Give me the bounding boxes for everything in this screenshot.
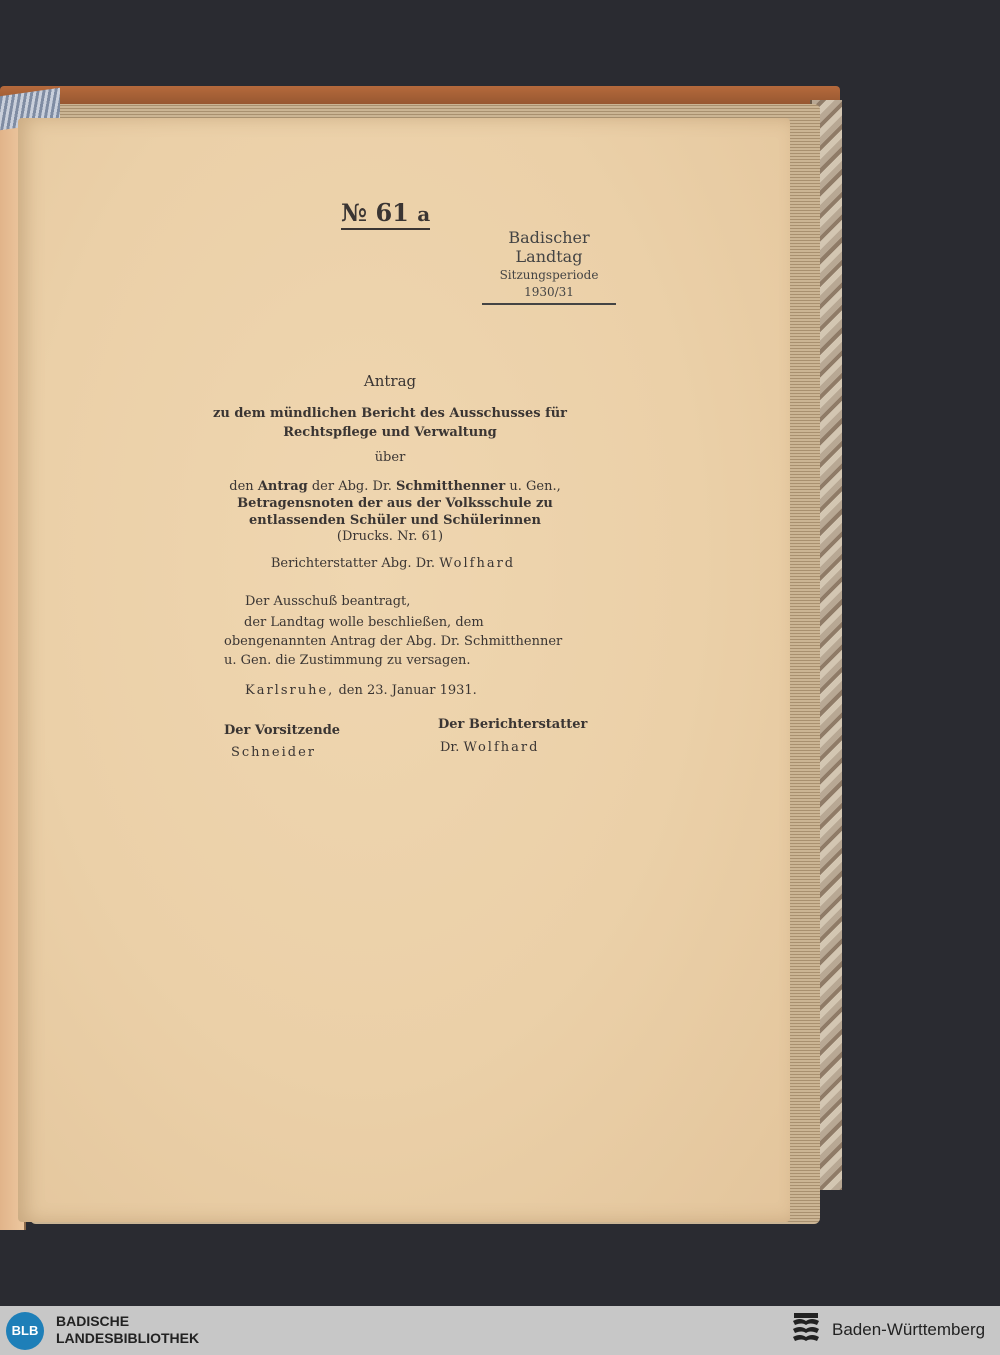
coat-of-arms-icon: [790, 1311, 822, 1349]
stamp-title: Badischer Landtag: [508, 228, 590, 266]
place-date: Karlsruhe, den 23. Januar 1931.: [245, 683, 477, 698]
landtag-stamp: [478, 228, 620, 305]
stamp-underline: [482, 303, 616, 305]
rapporteur-title: Der Berichterstatter: [438, 717, 588, 732]
document-page: [18, 118, 790, 1222]
bw-name[interactable]: Baden-Württemberg: [832, 1320, 986, 1339]
chairman-name: Schneider: [231, 745, 317, 760]
rapporteur-signature: Dr. Wolfhard: [440, 740, 540, 755]
committee-motion: Der Ausschuß beantragt,: [245, 594, 411, 609]
document-number: № 61 a: [341, 198, 430, 230]
blb-logo-icon[interactable]: BLB: [6, 1312, 44, 1350]
stamp-subtitle: Sitzungsperiode: [499, 268, 599, 282]
rapporteur-line: Berichterstatter Abg. Dr. Wolfhard: [270, 556, 516, 571]
chairman-title: Der Vorsitzende: [224, 723, 341, 738]
blb-name[interactable]: BADISCHE LANDESBIBLIOTHEK: [56, 1313, 200, 1346]
document-heading: Antrag: [363, 372, 417, 390]
stamp-year: 1930/31: [524, 285, 574, 299]
subject-line: zu dem mündlichen Bericht des Ausschusses für Rechtspflege und Verwaltung: [212, 406, 568, 440]
antrag-reference: den Antrag der Abg. Dr. Schmitthenner u. Gen., Betragensnoten der aus der Volksschule zu entlassenden Schüler und Schülerinnen: [229, 479, 561, 528]
drucksache-number: (Drucks. Nr. 61): [336, 529, 444, 544]
ueber-word: über: [374, 450, 406, 465]
motion-body: der Landtag wolle beschließen, dem obengenannten Antrag der Abg. Dr. Schmitthenner u. Gen. die Zustimmung zu versagen.: [224, 615, 563, 668]
